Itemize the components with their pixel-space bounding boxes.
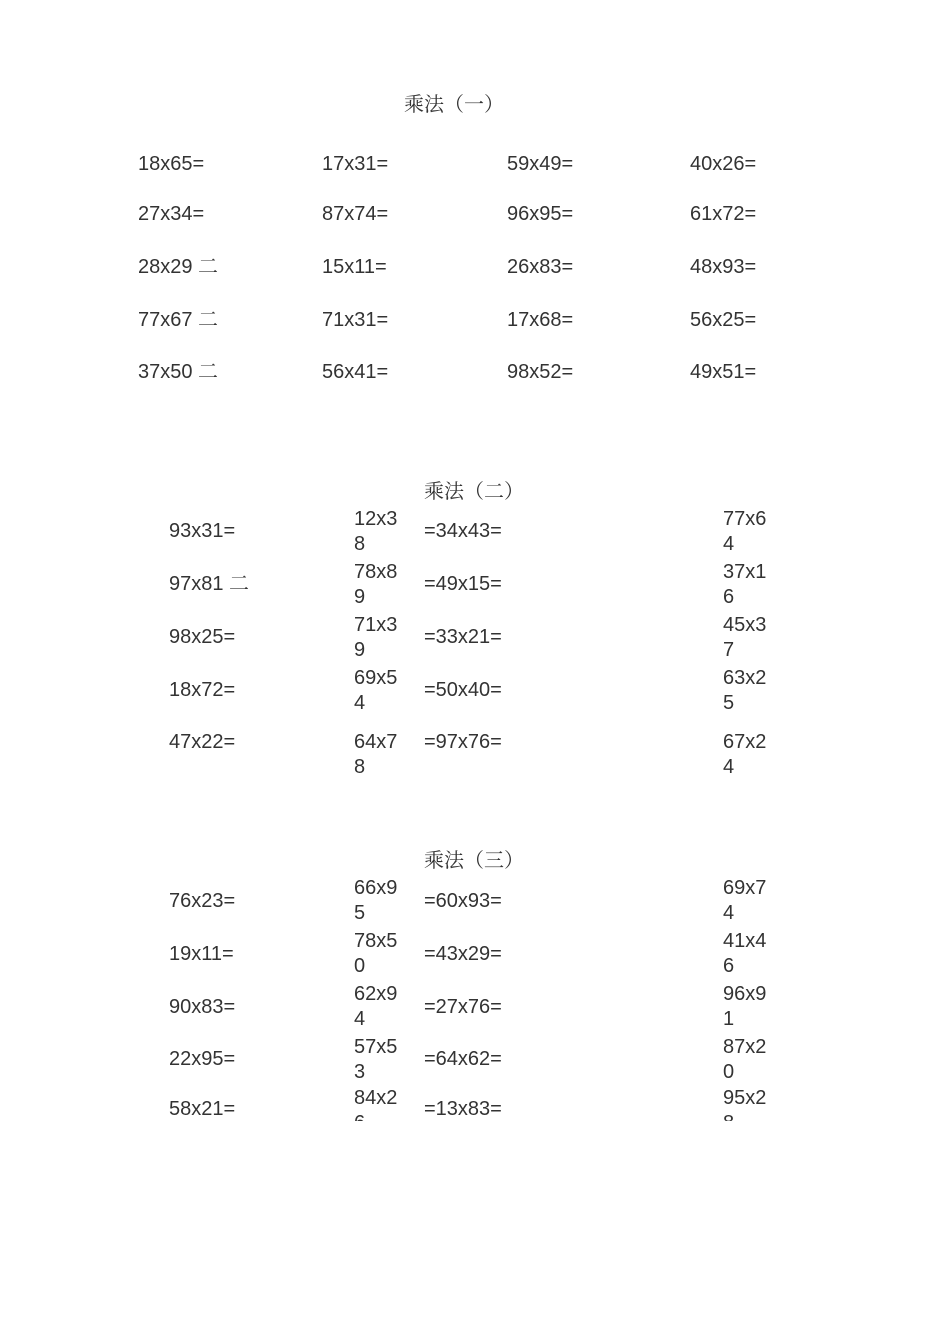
problem: =34x43= [424, 520, 502, 542]
problem: 87x74= [322, 203, 389, 225]
problem: 69x74 [723, 877, 767, 924]
problem: 18x72= [169, 679, 236, 701]
problem: 17x68= [507, 309, 574, 331]
problem: 97x81 二 [169, 573, 250, 595]
problem: 93x31= [169, 520, 236, 542]
problem: 48x93= [690, 256, 757, 278]
problem: 98x25= [169, 626, 236, 648]
problem: 47x22= [169, 731, 236, 753]
problem: =60x93= [424, 890, 502, 912]
problem: 71x39 [354, 614, 398, 661]
problem: 41x46 [723, 930, 767, 977]
problem: 19x11= [169, 943, 234, 965]
problem: 77x64 [723, 508, 767, 555]
section-2-title: 乘法（二） [424, 479, 524, 503]
problem: 37x50 二 [138, 361, 219, 383]
problem: 22x95= [169, 1048, 236, 1070]
problem: =50x40= [424, 679, 502, 701]
section-1-title: 乘法（一） [404, 92, 504, 116]
problem: 67x24 [723, 731, 767, 778]
problem: 18x65= [138, 153, 205, 175]
problem: 71x31= [322, 309, 389, 331]
problem: 37x16 [723, 561, 767, 608]
problem: 84x2 [354, 1087, 398, 1109]
problem: 78x89 [354, 561, 398, 608]
problem: 64x78 [354, 731, 398, 778]
problem: 56x25= [690, 309, 757, 331]
problem: =27x76= [424, 996, 502, 1018]
problem: 76x23= [169, 890, 236, 912]
problem: 26x83= [507, 256, 574, 278]
problem: 12x38 [354, 508, 398, 555]
problem: 56x41= [322, 361, 389, 383]
problem: =33x21= [424, 626, 502, 648]
problem: 98x52= [507, 361, 574, 383]
problem: 69x54 [354, 667, 398, 714]
problem: 96x95= [507, 203, 574, 225]
problem: 78x50 [354, 930, 398, 977]
problem: 95x2 [723, 1087, 767, 1109]
problem: 66x95 [354, 877, 398, 924]
problem: 57x53 [354, 1036, 398, 1083]
problem: 40x26= [690, 153, 757, 175]
problem: 49x51= [690, 361, 757, 383]
problem: 45x37 [723, 614, 767, 661]
problem: 61x72= [690, 203, 757, 225]
problem: =13x83= [424, 1098, 502, 1120]
problem: 87x20 [723, 1036, 767, 1083]
problem: =49x15= [424, 573, 502, 595]
problem: 96x91 [723, 983, 767, 1030]
problem: 90x83= [169, 996, 236, 1018]
problem: 17x31= [322, 153, 389, 175]
problem: 63x25 [723, 667, 767, 714]
problem: 62x94 [354, 983, 398, 1030]
problem: 27x34= [138, 203, 205, 225]
problem: =43x29= [424, 943, 502, 965]
problem: 28x29 二 [138, 256, 219, 278]
problem: 58x21= [169, 1098, 236, 1120]
section-3-title: 乘法（三） [424, 848, 524, 872]
problem: =64x62= [424, 1048, 502, 1070]
problem: =97x76= [424, 731, 502, 753]
page-bottom-blank [0, 1121, 950, 1344]
problem: 77x67 二 [138, 309, 219, 331]
problem: 15x11= [322, 256, 387, 278]
problem: 59x49= [507, 153, 574, 175]
